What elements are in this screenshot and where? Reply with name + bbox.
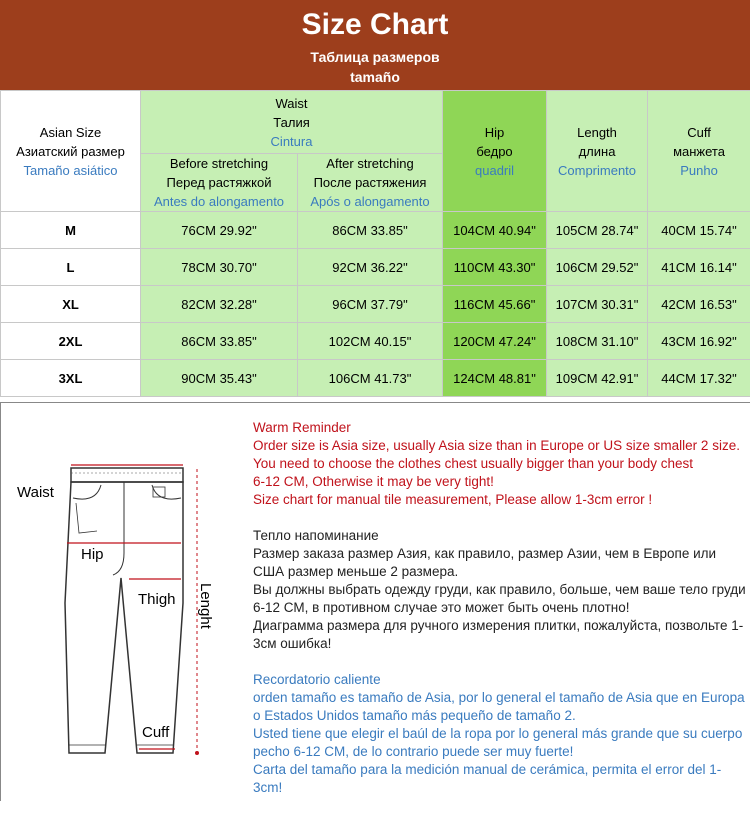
hip-cell: 116CM 45.66" <box>443 286 547 323</box>
hip-label: Hip <box>81 546 104 563</box>
header-before-stretching: Before stretching Перед растяжкой Antes do alongamento <box>141 154 298 212</box>
before-cell: 90CM 35.43" <box>141 360 298 397</box>
title-spanish: tamaño <box>0 69 750 85</box>
length-cell: 107CM 30.31" <box>547 286 648 323</box>
cuff-cell: 42CM 16.53" <box>648 286 750 323</box>
before-cell: 86CM 33.85" <box>141 323 298 360</box>
cuff-label: Cuff <box>142 724 170 741</box>
size-cell: L <box>1 249 141 286</box>
hip-cell: 110CM 43.30" <box>443 249 547 286</box>
table-row <box>1 249 750 286</box>
notes-column <box>253 419 748 815</box>
table-row <box>1 286 750 323</box>
length-cell: 108CM 31.10" <box>547 323 648 360</box>
size-cell: XL <box>1 286 141 323</box>
header-length: Length длина Comprimento <box>547 91 648 212</box>
hip-cell: 104CM 40.94" <box>443 212 547 249</box>
table-row <box>1 360 750 397</box>
title-banner <box>0 0 750 90</box>
notes-english: Warm Reminder Order size is Asia size, usually Asia size than in Europe or US size smaller 2 size. You need to choose the clothes chest usually bigger than your body chest 6-12 CM, Otherwise it may be very tight! Size chart for manual tile measurement, Please allow 1-3cm error ! <box>253 419 748 509</box>
header-waist: Waist Талия Cintura <box>141 91 443 154</box>
notes-russian: Тепло напоминание Размер заказа размер Азия, как правило, размер Азии, чем в Европе или США размер меньше 2 размера. Вы должны выбрать одежду груди, как правило, больше, чем ваше тело груди 6-12 СМ, в противном случае это может быть очень плотно! Диаграмма размера для ручного измерения плитки, пожалуйста, позвольте 1-3см ошибка! <box>253 527 748 653</box>
before-cell: 76CM 29.92" <box>141 212 298 249</box>
cuff-cell: 41CM 16.14" <box>648 249 750 286</box>
waist-label: Waist <box>17 484 55 501</box>
before-cell: 82CM 32.28" <box>141 286 298 323</box>
after-cell: 106CM 41.73" <box>298 360 443 397</box>
hip-cell: 124CM 48.81" <box>443 360 547 397</box>
info-panel <box>0 402 750 801</box>
after-cell: 86CM 33.85" <box>298 212 443 249</box>
notes-spanish: Recordatorio caliente orden tamaño es tamaño de Asia, por lo general el tamaño de Asia que en Europa o Estados Unidos tamaño más pequeño de tamaño 2. Usted tiene que elegir el baúl de la ropa por lo general más grande que su cuerpo pecho 6-12 CM, de lo contrario puede ser muy fuerte! Carta del tamaño para la medición manual de cerámica, permita el error del 1-3cm! <box>253 671 748 797</box>
title-russian: Таблица размеров <box>0 49 750 65</box>
after-cell: 102CM 40.15" <box>298 323 443 360</box>
thigh-label: Thigh <box>138 591 176 608</box>
cuff-cell: 44CM 17.32" <box>648 360 750 397</box>
page-title: Size Chart <box>0 8 750 42</box>
after-cell: 92CM 36.22" <box>298 249 443 286</box>
cuff-cell: 43CM 16.92" <box>648 323 750 360</box>
header-after-stretching: After stretching После растяжения Após o alongamento <box>298 154 443 212</box>
header-cuff: Cuff манжета Punho <box>648 91 750 212</box>
table-row <box>1 212 750 249</box>
header-hip: Hip бедро quadril <box>443 91 547 212</box>
cuff-cell: 40CM 15.74" <box>648 212 750 249</box>
hip-cell: 120CM 47.24" <box>443 323 547 360</box>
before-cell: 78CM 30.70" <box>141 249 298 286</box>
pants-diagram <box>1 403 246 802</box>
after-cell: 96CM 37.79" <box>298 286 443 323</box>
left-pocket-shape <box>73 485 101 499</box>
size-cell: 2XL <box>1 323 141 360</box>
size-cell: M <box>1 212 141 249</box>
length-label: Lenght <box>197 583 214 630</box>
table-row <box>1 323 750 360</box>
header-asian-size: Asian Size Азиатский размер Tamaño asiático <box>1 91 141 212</box>
size-cell: 3XL <box>1 360 141 397</box>
length-cell: 106CM 29.52" <box>547 249 648 286</box>
size-table <box>0 90 750 397</box>
length-cell: 105CM 28.74" <box>547 212 648 249</box>
fly-shape <box>113 482 124 575</box>
length-cell: 109CM 42.91" <box>547 360 648 397</box>
waistband-shape <box>71 468 183 482</box>
